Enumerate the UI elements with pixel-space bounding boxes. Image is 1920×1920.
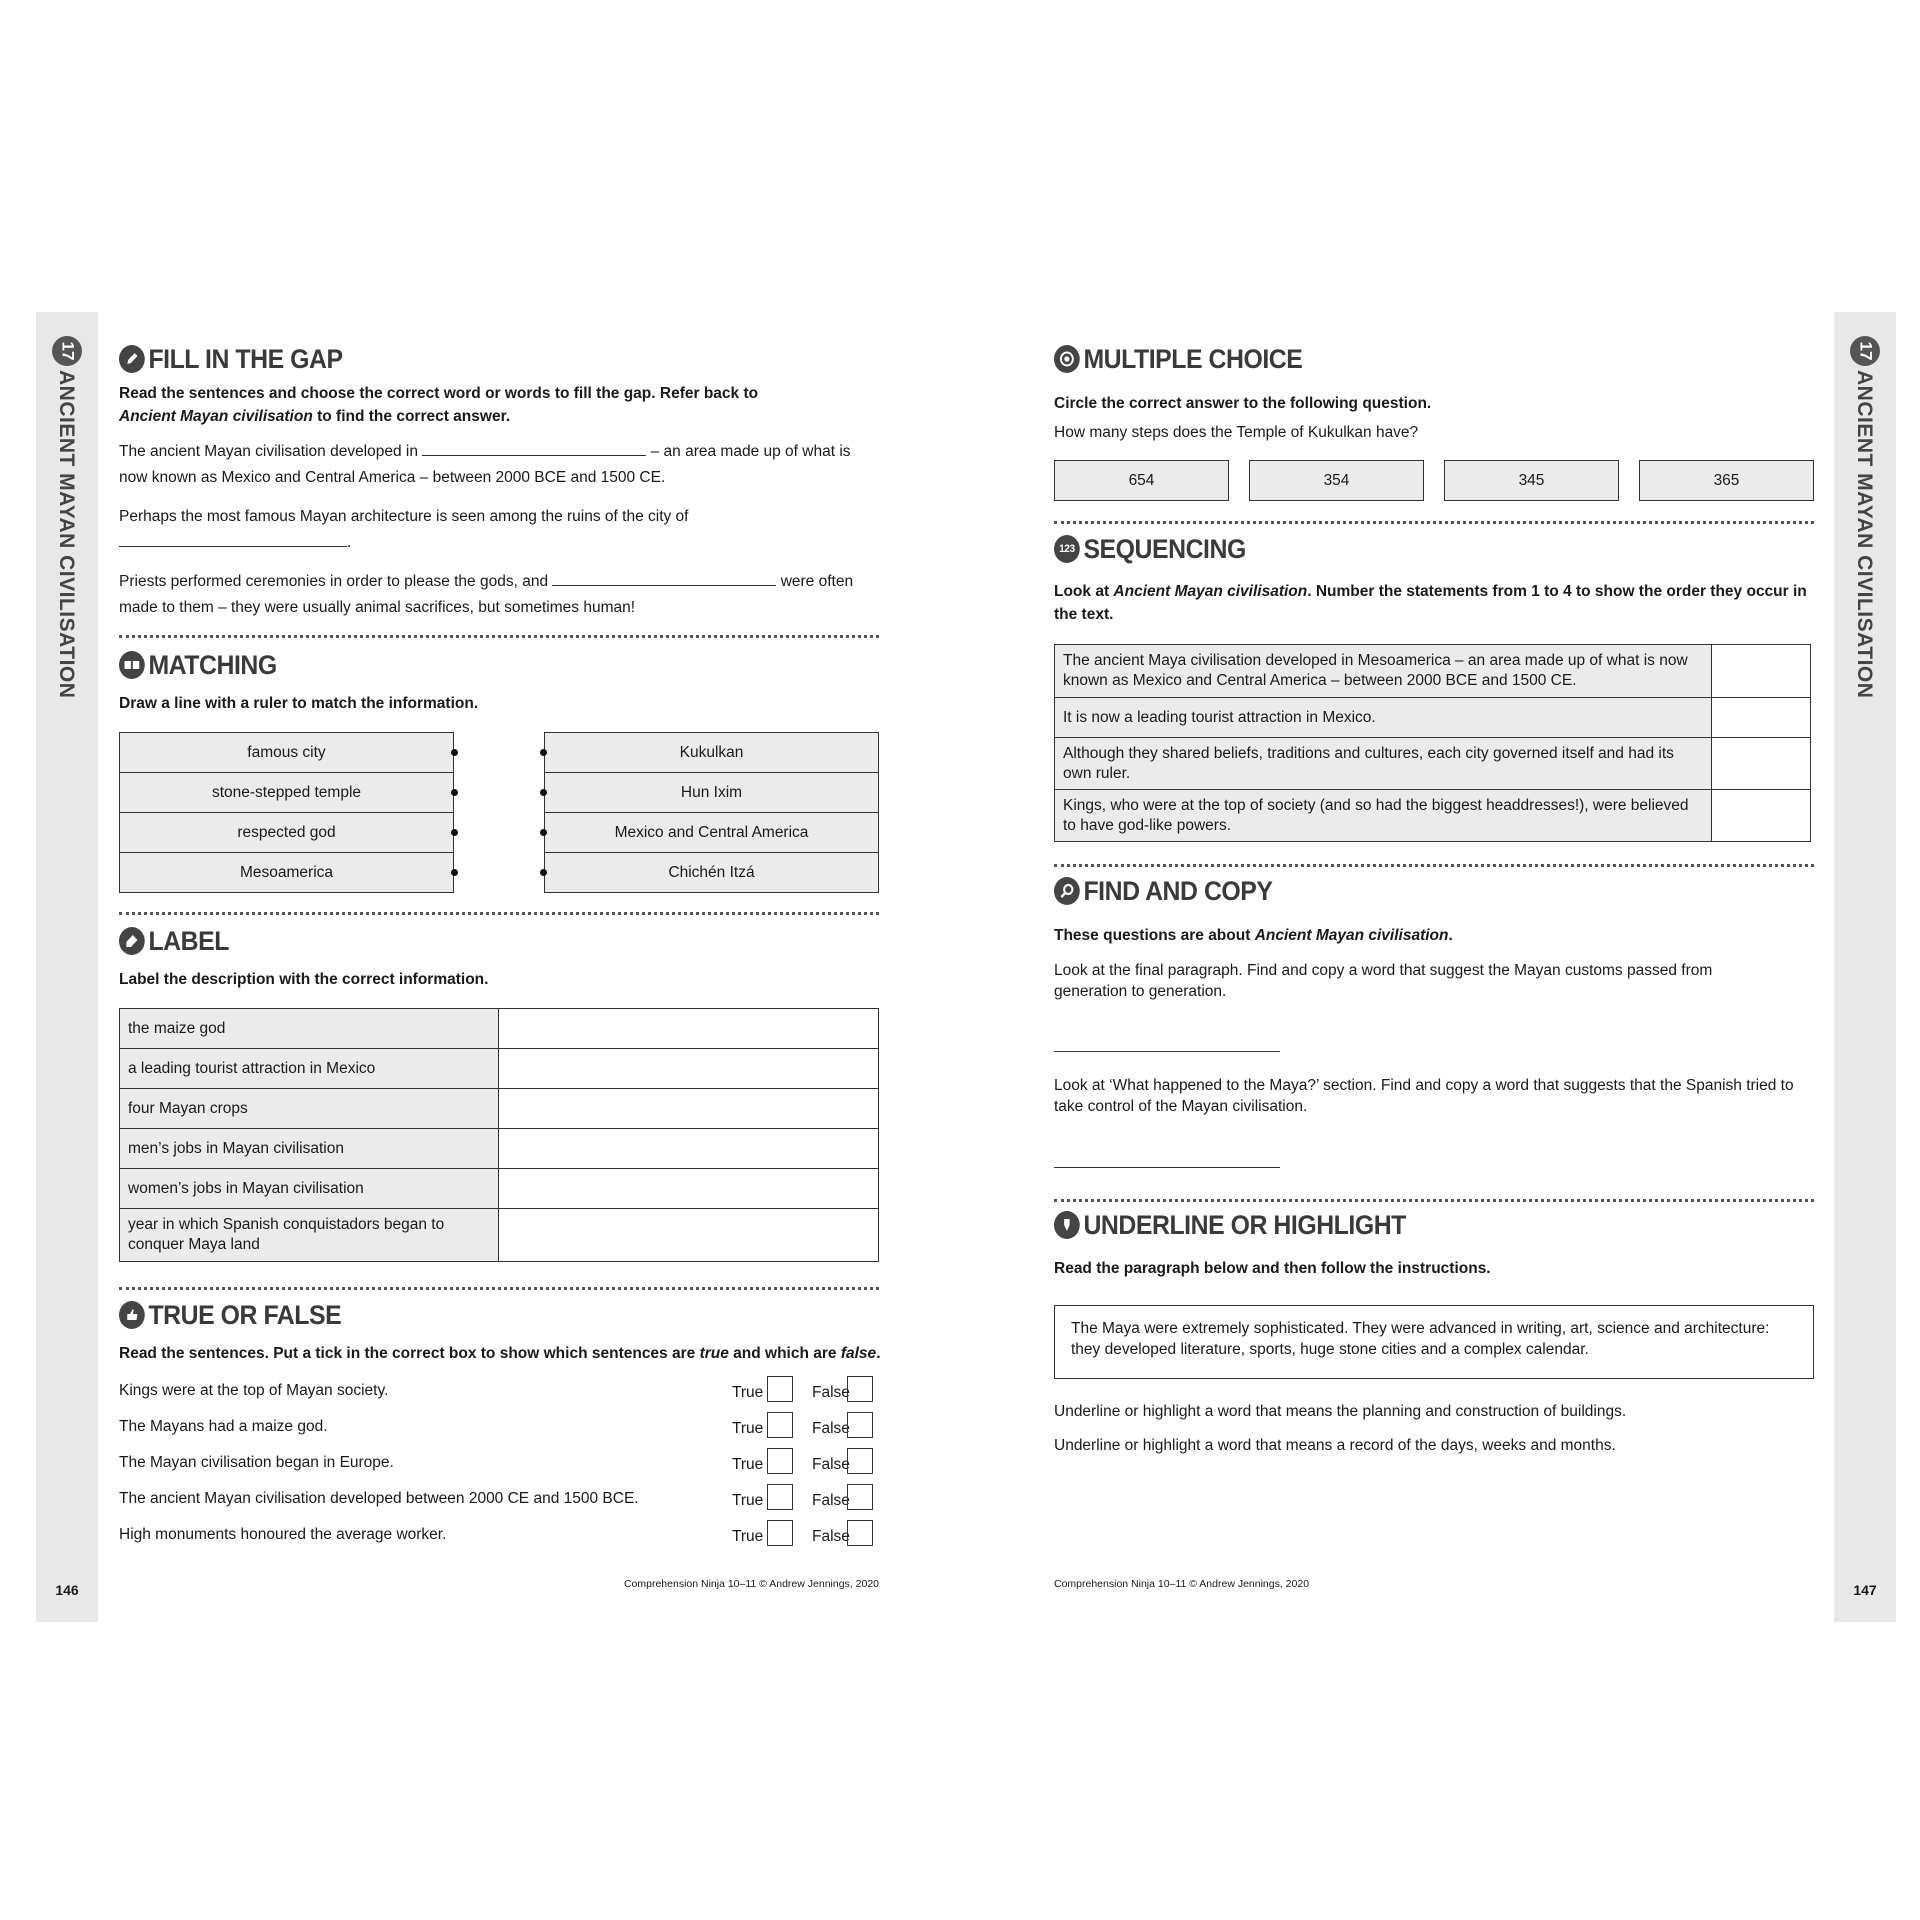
true-false-row xyxy=(119,1412,879,1442)
true-false-heading: TRUE OR FALSE xyxy=(119,1298,341,1332)
fill-gap-instruction: Read the sentences and choose the correct word or words to fill the gap. Refer back to Ancient Mayan civilisation to find the correct answer. xyxy=(119,385,759,425)
match-left-item: famous city xyxy=(120,733,453,773)
match-dot[interactable] xyxy=(451,829,458,836)
false-label: False xyxy=(812,1456,850,1473)
match-dot[interactable] xyxy=(451,869,458,876)
false-checkbox[interactable] xyxy=(847,1376,873,1402)
table-row xyxy=(120,1129,879,1169)
answer-option[interactable]: 345 xyxy=(1444,460,1619,501)
true-label: True xyxy=(732,1384,764,1401)
true-false-row xyxy=(119,1484,879,1514)
matching-instruction: Draw a line with a ruler to match the information. xyxy=(119,695,479,712)
sequence-number-cell[interactable] xyxy=(1712,698,1811,738)
label-answer-cell[interactable] xyxy=(499,1049,879,1089)
underline-heading: UNDERLINE OR HIGHLIGHT xyxy=(1054,1208,1406,1242)
true-label: True xyxy=(732,1528,764,1545)
match-right-item: Hun Ixim xyxy=(545,773,878,813)
match-right-item: Chichén Itzá xyxy=(545,853,878,892)
false-label: False xyxy=(812,1528,850,1545)
true-label: True xyxy=(732,1420,764,1437)
match-dot[interactable] xyxy=(451,789,458,796)
gap-blank-2[interactable] xyxy=(119,532,347,547)
label-instruction: Label the description with the correct information. xyxy=(119,971,489,988)
book-spread xyxy=(36,312,1896,1622)
answer-option[interactable]: 365 xyxy=(1639,460,1814,501)
label-description: women’s jobs in Mayan civilisation xyxy=(120,1169,499,1209)
table-row xyxy=(1055,645,1811,698)
unit-title-vertical: ANCIENT MAYAN CIVILISATION xyxy=(55,370,78,699)
true-checkbox[interactable] xyxy=(767,1520,793,1546)
section-divider xyxy=(1054,1199,1814,1202)
match-left-item: Mesoamerica xyxy=(120,853,453,892)
multiple-choice-question: How many steps does the Temple of Kukulkan have? xyxy=(1054,424,1419,441)
match-dot[interactable] xyxy=(451,749,458,756)
label-answer-cell[interactable] xyxy=(499,1089,879,1129)
table-row xyxy=(120,1089,879,1129)
unit-number-badge: 17 xyxy=(1850,336,1880,366)
fill-gap-sentence-3: Priests performed ceremonies in order to please the gods, and were often made to them – they were usually animal sacrifices, but sometimes human! xyxy=(119,573,854,616)
sequence-statement: Although they shared beliefs, traditions and cultures, each city governed itself and had its own ruler. xyxy=(1055,738,1712,790)
false-label: False xyxy=(812,1492,850,1509)
matching-icon xyxy=(119,651,145,679)
table-row xyxy=(120,1009,879,1049)
target-icon xyxy=(1054,345,1080,373)
table-row xyxy=(120,1169,879,1209)
underline-task-1: Underline or highlight a word that means the planning and construction of buildings. xyxy=(1054,1403,1627,1420)
tf-statement: The Mayans had a maize god. xyxy=(119,1418,328,1435)
true-false-row xyxy=(119,1376,879,1406)
label-answer-cell[interactable] xyxy=(499,1169,879,1209)
unit-title-vertical: ANCIENT MAYAN CIVILISATION xyxy=(1853,370,1876,699)
sequence-statement: Kings, who were at the top of society (and so had the biggest headdresses!), were believed to have god-like powers. xyxy=(1055,790,1712,842)
multiple-choice-instruction: Circle the correct answer to the following question. xyxy=(1054,395,1432,412)
match-left-item: stone-stepped temple xyxy=(120,773,453,813)
label-description: year in which Spanish conquistadors began to conquer Maya land xyxy=(120,1209,499,1262)
page-left xyxy=(119,312,914,1622)
section-divider xyxy=(119,912,879,915)
matching-left-column xyxy=(119,732,454,893)
find-copy-question-2: Look at ‘What happened to the Maya?’ section. Find and copy a word that suggests that the Spanish tried to take control of the Mayan civilisation. xyxy=(1054,1077,1794,1115)
sequence-number-cell[interactable] xyxy=(1712,790,1811,842)
label-description: a leading tourist attraction in Mexico xyxy=(120,1049,499,1089)
label-tag-icon xyxy=(119,927,145,955)
sequence-statement: It is now a leading tourist attraction in Mexico. xyxy=(1055,698,1712,738)
true-checkbox[interactable] xyxy=(767,1448,793,1474)
false-checkbox[interactable] xyxy=(847,1412,873,1438)
answer-option[interactable]: 354 xyxy=(1249,460,1424,501)
false-label: False xyxy=(812,1384,850,1401)
label-description: four Mayan crops xyxy=(120,1089,499,1129)
true-label: True xyxy=(732,1456,764,1473)
footer-copyright: Comprehension Ninja 10–11 © Andrew Jennings, 2020 xyxy=(1054,1578,1310,1590)
label-answer-cell[interactable] xyxy=(499,1009,879,1049)
true-label: True xyxy=(732,1492,764,1509)
sequence-number-cell[interactable] xyxy=(1712,738,1811,790)
table-row xyxy=(1055,698,1811,738)
false-checkbox[interactable] xyxy=(847,1484,873,1510)
fill-gap-sentence-1: The ancient Mayan civilisation developed in – an area made up of what is now known as Mexico and Central America – between 2000 BCE and 1500 CE. xyxy=(119,443,851,486)
label-table xyxy=(119,1008,879,1262)
match-dot[interactable] xyxy=(540,749,547,756)
answer-option[interactable]: 654 xyxy=(1054,460,1229,501)
highlighter-icon xyxy=(1054,1211,1080,1239)
multiple-choice-heading: MULTIPLE CHOICE xyxy=(1054,342,1302,376)
label-heading: LABEL xyxy=(119,924,229,958)
find-copy-question-1: Look at the final paragraph. Find and copy a word that suggest the Mayan customs passed from generation to generation. xyxy=(1054,962,1713,1000)
sequencing-instruction: Look at Ancient Mayan civilisation. Number the statements from 1 to 4 to show the order they occur in the text. xyxy=(1054,583,1807,623)
match-dot[interactable] xyxy=(540,789,547,796)
numbers-icon: 123 xyxy=(1054,535,1080,563)
sequence-statement: The ancient Maya civilisation developed in Mesoamerica – an area made up of what is now known as Mexico and Central America – between 2000 BCE and 1500 CE. xyxy=(1055,645,1712,698)
table-row xyxy=(1055,738,1811,790)
section-divider xyxy=(1054,864,1814,867)
label-description: the maize god xyxy=(120,1009,499,1049)
gap-blank-3[interactable] xyxy=(552,571,776,586)
label-description: men’s jobs in Mayan civilisation xyxy=(120,1129,499,1169)
matching-right-column xyxy=(544,732,879,893)
thumbs-icon xyxy=(119,1301,145,1329)
sequencing-table xyxy=(1054,644,1811,842)
magnifier-icon xyxy=(1054,877,1080,905)
unit-number-badge: 17 xyxy=(52,336,82,366)
find-copy-heading: FIND AND COPY xyxy=(1054,874,1273,908)
answer-line[interactable] xyxy=(1054,1051,1280,1052)
true-checkbox[interactable] xyxy=(767,1412,793,1438)
false-checkbox[interactable] xyxy=(847,1448,873,1474)
underline-instruction: Read the paragraph below and then follow the instructions. xyxy=(1054,1260,1491,1277)
matching-heading: MATCHING xyxy=(119,648,277,682)
sequence-number-cell[interactable] xyxy=(1712,645,1811,698)
label-answer-cell[interactable] xyxy=(499,1129,879,1169)
match-dot[interactable] xyxy=(540,829,547,836)
label-answer-cell[interactable] xyxy=(499,1209,879,1262)
tf-statement: The ancient Mayan civilisation developed between 2000 CE and 1500 BCE. xyxy=(119,1490,639,1507)
true-checkbox[interactable] xyxy=(767,1484,793,1510)
fill-gap-heading: FILL IN THE GAP xyxy=(119,342,343,376)
tf-statement: The Mayan civilisation began in Europe. xyxy=(119,1454,394,1471)
table-row xyxy=(120,1209,879,1262)
tf-statement: High monuments honoured the average worker. xyxy=(119,1526,447,1543)
match-dot[interactable] xyxy=(540,869,547,876)
match-left-item: respected god xyxy=(120,813,453,853)
true-false-row xyxy=(119,1448,879,1478)
multiple-choice-options xyxy=(1054,460,1814,502)
section-divider xyxy=(119,635,879,638)
false-label: False xyxy=(812,1420,850,1437)
page-number-right: 147 xyxy=(1853,1582,1877,1598)
sequencing-heading: 123 SEQUENCING xyxy=(1054,532,1246,566)
table-row xyxy=(120,1049,879,1089)
true-checkbox[interactable] xyxy=(767,1376,793,1402)
footer-copyright: Comprehension Ninja 10–11 © Andrew Jennings, 2020 xyxy=(623,1578,879,1590)
gap-blank-1[interactable] xyxy=(422,441,646,456)
find-copy-instruction: These questions are about Ancient Mayan civilisation. xyxy=(1054,927,1453,944)
match-right-item: Mexico and Central America xyxy=(545,813,878,853)
pencil-icon xyxy=(119,345,145,373)
fill-gap-sentence-2: Perhaps the most famous Mayan architecture is seen among the ruins of the city of . xyxy=(119,508,689,551)
page-number-left: 146 xyxy=(55,1582,79,1598)
false-checkbox[interactable] xyxy=(847,1520,873,1546)
true-false-row xyxy=(119,1520,879,1550)
answer-line[interactable] xyxy=(1054,1167,1280,1168)
table-row xyxy=(1055,790,1811,842)
underline-task-2: Underline or highlight a word that means a record of the days, weeks and months. xyxy=(1054,1437,1616,1454)
true-false-instruction: Read the sentences. Put a tick in the correct box to show which sentences are true and which are false. xyxy=(119,1345,881,1362)
page-right xyxy=(1054,312,1849,1622)
section-divider xyxy=(119,1287,879,1290)
left-side-strip xyxy=(36,312,98,1622)
match-right-item: Kukulkan xyxy=(545,733,878,773)
section-divider xyxy=(1054,521,1814,524)
tf-statement: Kings were at the top of Mayan society. xyxy=(119,1382,389,1399)
reading-paragraph-box xyxy=(1054,1305,1814,1379)
reading-paragraph[interactable]: The Maya were extremely sophisticated. They were advanced in writing, art, science and architecture: they developed literature, sports, huge stone cities and a complex calendar. xyxy=(1071,1320,1770,1358)
